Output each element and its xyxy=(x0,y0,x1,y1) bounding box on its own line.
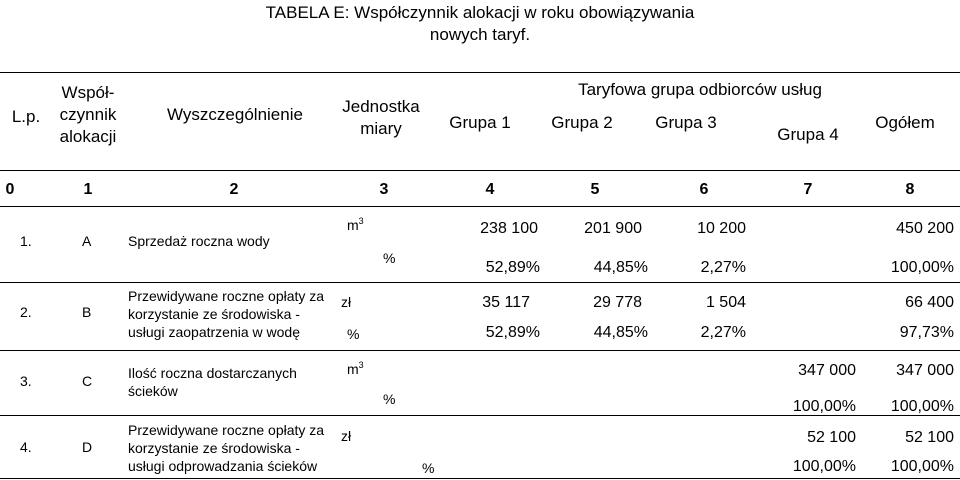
row-a-unit-1: $m^3$ xyxy=(347,216,364,233)
row-b-unit-2: % xyxy=(347,326,360,342)
row-b-grupa-2-percent: 44,85% xyxy=(593,324,648,341)
row-separator-2 xyxy=(0,350,960,351)
row-a-grupa-3-percent: 2,27% xyxy=(700,259,746,276)
header-grupa-3: Grupa 3 xyxy=(655,113,717,132)
row-separator-1 xyxy=(0,282,960,283)
header-lp: L.p. xyxy=(11,107,41,126)
title-line-1: TABELA E: Współczynnik alokacji w roku obowiązywania xyxy=(265,3,695,22)
row-b-grupa-3-percent: 2,27% xyxy=(700,324,746,341)
row-d-code: D xyxy=(82,439,93,455)
row-a-code: A xyxy=(82,233,92,249)
table-bottom-border xyxy=(0,478,960,479)
header-grupa-1: Grupa 1 xyxy=(449,113,511,132)
column-number-6: 6 xyxy=(699,181,709,198)
row-b-description: Przewidywane roczne opłaty za korzystanie ze środowiska - usługi zaopatrzenia w wodę xyxy=(128,288,325,340)
row-c-unit-1: $m^3$ xyxy=(347,360,364,377)
row-a-description: Sprzedaż roczna wody xyxy=(128,233,270,249)
row-b-code: B xyxy=(82,304,92,320)
row-b-total-percent: 97,73% xyxy=(899,324,954,341)
row-a-unit-2: % xyxy=(383,250,396,266)
column-number-7: 7 xyxy=(803,181,813,198)
header-wspolczynnik: Współ- czynnik alokacji xyxy=(59,83,117,146)
header-jednostka: Jednostka miary xyxy=(342,97,420,138)
row-a-grupa-2-percent: 44,85% xyxy=(593,259,648,276)
row-b-grupa-2-value: 29 778 xyxy=(593,294,642,311)
row-b-unit-1: zł xyxy=(341,294,352,310)
column-number-4: 4 xyxy=(485,181,495,198)
row-b-total-value: 66 400 xyxy=(905,294,954,311)
row-c-grupa-4-percent: 100,00% xyxy=(792,398,856,415)
column-number-1: 1 xyxy=(83,181,93,198)
header-wyszczegolnienie: Wyszczególnienie xyxy=(167,105,303,124)
row-c-total-value: 347 000 xyxy=(896,362,954,379)
row-d-unit-1: zł xyxy=(341,428,352,444)
row-c-grupa-4-value: 347 000 xyxy=(798,362,856,379)
header-grupa-2: Grupa 2 xyxy=(551,113,613,132)
row-b-grupa-1-percent: 52,89% xyxy=(485,324,540,341)
row-a-grupa-1-percent: 52,89% xyxy=(485,259,540,276)
row-b-grupa-1-value: 35 117 xyxy=(482,294,530,311)
row-d-grupa-4-percent: 100,00% xyxy=(792,458,856,475)
table-title xyxy=(0,2,960,46)
row-a-total-value: 450 200 xyxy=(896,220,954,237)
header-ogolem: Ogółem xyxy=(875,113,935,132)
row-d-grupa-4-value: 52 100 xyxy=(807,429,856,446)
header-taryfowa-grupa: Taryfowa grupa odbiorców usług xyxy=(578,80,822,99)
header-bottom-border xyxy=(0,170,960,171)
row-d-lp: 4. xyxy=(20,439,32,455)
row-c-code: C xyxy=(82,373,93,389)
row-a-grupa-1-value: 238 100 xyxy=(480,220,538,237)
header-top-border xyxy=(0,72,960,73)
row-a-grupa-2-value: 201 900 xyxy=(584,220,642,237)
column-number-5: 5 xyxy=(590,181,600,198)
row-a-total-percent: 100,00% xyxy=(890,259,954,276)
numbers-bottom-border xyxy=(0,206,960,207)
row-d-total-percent: 100,00% xyxy=(890,458,954,475)
row-c-unit-2: % xyxy=(383,391,396,407)
row-c-total-percent: 100,00% xyxy=(890,398,954,415)
row-b-lp: 2. xyxy=(20,304,32,320)
title-line-2: nowych taryf. xyxy=(429,25,531,44)
column-number-2: 2 xyxy=(229,181,239,198)
row-b-grupa-3-value: 1 504 xyxy=(705,294,746,311)
row-d-unit-2: % xyxy=(422,460,435,476)
row-c-description: Ilość roczna dostarczanych ścieków xyxy=(128,365,297,399)
column-number-8: 8 xyxy=(905,181,915,198)
header-grupa-4: Grupa 4 xyxy=(777,125,839,144)
row-c-lp: 3. xyxy=(20,373,32,389)
row-a-lp: 1. xyxy=(20,233,32,249)
row-a-grupa-3-value: 10 200 xyxy=(697,220,746,237)
column-number-0: 0 xyxy=(5,181,15,198)
row-d-description: Przewidywane roczne opłaty za korzystanie ze środowiska - usługi odprowadzania ścieków xyxy=(128,422,325,474)
column-number-3: 3 xyxy=(379,181,389,198)
row-d-total-value: 52 100 xyxy=(905,429,954,446)
